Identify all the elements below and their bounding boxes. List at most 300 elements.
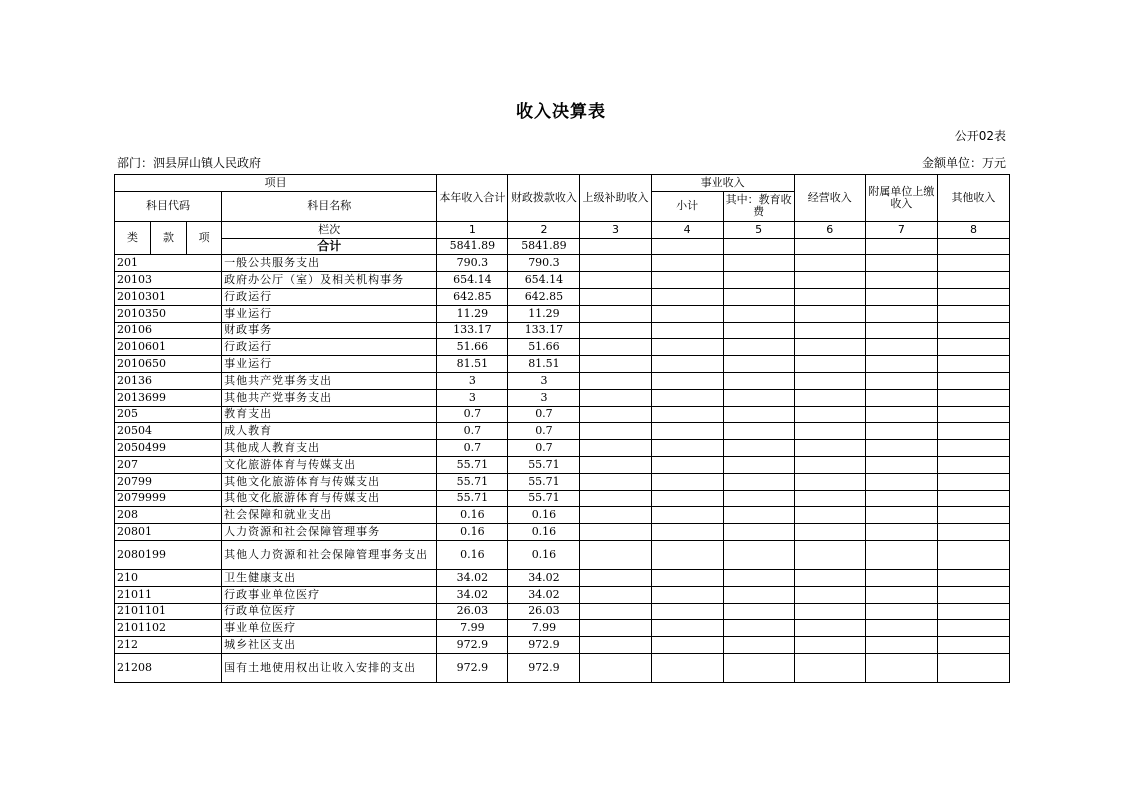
empty-cell <box>794 586 865 603</box>
header-other: 其他收入 <box>937 175 1009 222</box>
table-row <box>115 440 1010 457</box>
row-fiscal: 34.02 <box>508 569 580 586</box>
row-name: 一般公共服务支出 <box>222 255 437 272</box>
empty-cell <box>651 389 723 406</box>
empty-cell <box>937 255 1009 272</box>
empty-cell <box>794 389 865 406</box>
empty-cell <box>723 569 794 586</box>
header-affiliated: 附属单位上缴收入 <box>865 175 937 222</box>
row-name: 事业单位医疗 <box>222 620 437 637</box>
row-total: 34.02 <box>437 586 508 603</box>
empty-cell <box>580 406 651 423</box>
header-kuan: 款 <box>151 221 187 255</box>
empty-cell <box>794 272 865 289</box>
empty-cell <box>651 372 723 389</box>
table-row <box>115 569 1010 586</box>
col-num-1: 1 <box>437 221 508 238</box>
empty-cell <box>937 440 1009 457</box>
table-row <box>115 272 1010 289</box>
unit-label: 金额单位：万元 <box>921 156 1006 170</box>
empty-cell <box>937 490 1009 507</box>
row-name: 其他成人教育支出 <box>222 440 437 457</box>
header-superior: 上级补助收入 <box>580 175 651 222</box>
row-total: 26.03 <box>437 603 508 620</box>
empty-cell <box>723 406 794 423</box>
row-code: 205 <box>115 406 222 423</box>
row-fiscal: 26.03 <box>508 603 580 620</box>
empty-cell <box>580 356 651 373</box>
empty-cell <box>794 456 865 473</box>
empty-cell <box>937 653 1009 682</box>
table-row <box>115 255 1010 272</box>
empty-cell <box>937 524 1009 541</box>
empty-cell <box>865 423 937 440</box>
table-row <box>115 389 1010 406</box>
empty-cell <box>580 620 651 637</box>
total-label: 合计 <box>222 238 437 255</box>
empty-cell <box>865 490 937 507</box>
empty-cell <box>723 440 794 457</box>
row-total: 790.3 <box>437 255 508 272</box>
empty-cell <box>937 507 1009 524</box>
table-row <box>115 653 1010 682</box>
empty-cell <box>794 372 865 389</box>
col-num-8: 8 <box>937 221 1009 238</box>
header-row-1 <box>115 175 1010 192</box>
table-row <box>115 456 1010 473</box>
empty-cell <box>794 540 865 569</box>
empty-cell <box>580 440 651 457</box>
empty-cell <box>865 339 937 356</box>
empty-cell <box>794 490 865 507</box>
row-code: 2101102 <box>115 620 222 637</box>
empty-cell <box>937 456 1009 473</box>
empty-cell <box>723 339 794 356</box>
empty-cell <box>794 339 865 356</box>
table-row <box>115 620 1010 637</box>
row-fiscal: 81.51 <box>508 356 580 373</box>
row-total: 51.66 <box>437 339 508 356</box>
col-num-5: 5 <box>723 221 794 238</box>
empty-cell <box>865 653 937 682</box>
empty-cell <box>580 255 651 272</box>
row-name: 政府办公厅（室）及相关机构事务 <box>222 272 437 289</box>
empty-cell <box>580 507 651 524</box>
table-row <box>115 305 1010 322</box>
empty-cell <box>651 423 723 440</box>
empty-cell <box>865 540 937 569</box>
row-name: 其他共产党事务支出 <box>222 389 437 406</box>
row-total: 3 <box>437 389 508 406</box>
row-name: 卫生健康支出 <box>222 569 437 586</box>
header-lei: 类 <box>115 221 151 255</box>
empty-cell <box>794 603 865 620</box>
empty-cell <box>723 620 794 637</box>
empty-cell <box>651 507 723 524</box>
empty-cell <box>651 322 723 339</box>
row-code: 210 <box>115 569 222 586</box>
table-row <box>115 586 1010 603</box>
empty-cell <box>651 456 723 473</box>
row-code: 20136 <box>115 372 222 389</box>
empty-cell <box>651 540 723 569</box>
row-fiscal: 0.7 <box>508 406 580 423</box>
row-code: 2010650 <box>115 356 222 373</box>
empty-cell <box>651 406 723 423</box>
row-code: 208 <box>115 507 222 524</box>
total-fiscal: 5841.89 <box>508 238 580 255</box>
row-name: 其他共产党事务支出 <box>222 372 437 389</box>
empty-cell <box>794 507 865 524</box>
empty-cell <box>651 490 723 507</box>
empty-cell <box>865 372 937 389</box>
empty-cell <box>794 305 865 322</box>
empty-cell <box>651 569 723 586</box>
header-lanci: 栏次 <box>222 221 437 238</box>
empty-cell <box>723 456 794 473</box>
row-fiscal: 0.7 <box>508 440 580 457</box>
empty-cell <box>865 620 937 637</box>
empty-cell <box>723 473 794 490</box>
empty-cell <box>937 540 1009 569</box>
row-total: 7.99 <box>437 620 508 637</box>
row-name: 行政运行 <box>222 339 437 356</box>
empty-cell <box>937 389 1009 406</box>
row-fiscal: 55.71 <box>508 473 580 490</box>
empty-cell <box>580 490 651 507</box>
row-total: 11.29 <box>437 305 508 322</box>
row-code: 21011 <box>115 586 222 603</box>
row-total: 55.71 <box>437 490 508 507</box>
row-name: 行政运行 <box>222 288 437 305</box>
row-total: 654.14 <box>437 272 508 289</box>
row-total: 133.17 <box>437 322 508 339</box>
col-num-2: 2 <box>508 221 580 238</box>
empty-cell <box>937 637 1009 654</box>
row-fiscal: 3 <box>508 372 580 389</box>
table-row <box>115 322 1010 339</box>
col-num-3: 3 <box>580 221 651 238</box>
page-title: 收入决算表 <box>516 102 606 122</box>
row-total: 0.16 <box>437 540 508 569</box>
empty-cell <box>865 389 937 406</box>
empty-cell <box>937 356 1009 373</box>
empty-cell <box>937 603 1009 620</box>
row-code: 20801 <box>115 524 222 541</box>
table-row <box>115 372 1010 389</box>
empty-cell <box>865 524 937 541</box>
empty-cell <box>723 272 794 289</box>
empty-cell <box>580 305 651 322</box>
row-code: 2050499 <box>115 440 222 457</box>
table-row <box>115 473 1010 490</box>
row-total: 34.02 <box>437 569 508 586</box>
empty-cell <box>580 473 651 490</box>
row-fiscal: 0.16 <box>508 507 580 524</box>
empty-cell <box>865 255 937 272</box>
empty-cell <box>723 389 794 406</box>
row-fiscal: 133.17 <box>508 322 580 339</box>
row-total: 0.7 <box>437 406 508 423</box>
empty-cell <box>937 586 1009 603</box>
empty-cell <box>937 305 1009 322</box>
row-code: 20103 <box>115 272 222 289</box>
empty-cell <box>865 322 937 339</box>
empty-cell <box>651 272 723 289</box>
empty-cell <box>865 456 937 473</box>
empty-cell <box>651 255 723 272</box>
empty-cell <box>865 305 937 322</box>
row-total: 0.16 <box>437 524 508 541</box>
empty-cell <box>794 288 865 305</box>
row-fiscal: 7.99 <box>508 620 580 637</box>
row-total: 972.9 <box>437 637 508 654</box>
table-row <box>115 423 1010 440</box>
row-fiscal: 0.16 <box>508 540 580 569</box>
empty-cell <box>651 339 723 356</box>
empty-cell <box>865 406 937 423</box>
empty-cell <box>580 456 651 473</box>
empty-cell <box>794 569 865 586</box>
table-row <box>115 288 1010 305</box>
empty-cell <box>794 524 865 541</box>
empty-cell <box>723 586 794 603</box>
row-fiscal: 11.29 <box>508 305 580 322</box>
empty-cell <box>723 637 794 654</box>
empty-cell <box>937 322 1009 339</box>
row-total: 81.51 <box>437 356 508 373</box>
row-code: 20504 <box>115 423 222 440</box>
empty-cell <box>865 272 937 289</box>
col-num-4: 4 <box>651 221 723 238</box>
empty-cell <box>937 423 1009 440</box>
empty-cell <box>723 490 794 507</box>
header-business: 事业收入 <box>651 175 794 192</box>
empty-cell <box>651 586 723 603</box>
empty-cell <box>580 372 651 389</box>
row-code: 2013699 <box>115 389 222 406</box>
row-code: 20106 <box>115 322 222 339</box>
empty-cell <box>723 423 794 440</box>
empty-cell <box>723 524 794 541</box>
total-row <box>115 238 1010 255</box>
row-name: 其他人力资源和社会保障管理事务支出 <box>222 540 437 569</box>
empty-cell <box>580 524 651 541</box>
row-code: 21208 <box>115 653 222 682</box>
income-table <box>114 174 1010 683</box>
table-row <box>115 540 1010 569</box>
total-value: 5841.89 <box>437 238 508 255</box>
empty-cell <box>651 288 723 305</box>
row-code: 2010350 <box>115 305 222 322</box>
header-subject-name: 科目名称 <box>222 191 437 221</box>
row-name: 社会保障和就业支出 <box>222 507 437 524</box>
header-total: 本年收入合计 <box>437 175 508 222</box>
empty-cell <box>580 389 651 406</box>
empty-cell <box>723 653 794 682</box>
row-fiscal: 0.16 <box>508 524 580 541</box>
table-row <box>115 637 1010 654</box>
empty-cell <box>794 255 865 272</box>
row-name: 事业运行 <box>222 356 437 373</box>
row-fiscal: 654.14 <box>508 272 580 289</box>
empty-cell <box>937 339 1009 356</box>
empty-cell <box>651 356 723 373</box>
col-num-7: 7 <box>865 221 937 238</box>
table-row <box>115 490 1010 507</box>
row-code: 20799 <box>115 473 222 490</box>
header-row-3 <box>115 221 1010 238</box>
header-fiscal: 财政拨款收入 <box>508 175 580 222</box>
row-total: 0.7 <box>437 440 508 457</box>
empty-cell <box>865 603 937 620</box>
empty-cell <box>865 586 937 603</box>
row-total: 642.85 <box>437 288 508 305</box>
empty-cell <box>723 305 794 322</box>
empty-cell <box>580 272 651 289</box>
row-total: 55.71 <box>437 456 508 473</box>
empty-cell <box>651 440 723 457</box>
header-item: 项目 <box>115 175 437 192</box>
row-fiscal: 0.7 <box>508 423 580 440</box>
empty-cell <box>651 653 723 682</box>
empty-cell <box>580 423 651 440</box>
empty-cell <box>580 603 651 620</box>
row-name: 城乡社区支出 <box>222 637 437 654</box>
row-fiscal: 55.71 <box>508 456 580 473</box>
row-fiscal: 34.02 <box>508 586 580 603</box>
empty-cell <box>794 406 865 423</box>
empty-cell <box>723 322 794 339</box>
row-name: 其他文化旅游体育与传媒支出 <box>222 490 437 507</box>
row-name: 文化旅游体育与传媒支出 <box>222 456 437 473</box>
row-name: 其他文化旅游体育与传媒支出 <box>222 473 437 490</box>
header-subject-code: 科目代码 <box>115 191 222 221</box>
empty-cell <box>580 288 651 305</box>
empty-cell <box>794 440 865 457</box>
empty-cell <box>580 322 651 339</box>
row-fiscal: 642.85 <box>508 288 580 305</box>
table-row <box>115 603 1010 620</box>
empty-cell <box>651 305 723 322</box>
row-name: 国有土地使用权出让收入安排的支出 <box>222 653 437 682</box>
empty-cell <box>723 507 794 524</box>
row-fiscal: 972.9 <box>508 653 580 682</box>
empty-cell <box>723 540 794 569</box>
empty-cell <box>865 440 937 457</box>
empty-cell <box>651 473 723 490</box>
row-code: 2101101 <box>115 603 222 620</box>
row-name: 人力资源和社会保障管理事务 <box>222 524 437 541</box>
empty-cell <box>794 423 865 440</box>
empty-cell <box>651 637 723 654</box>
empty-cell <box>651 603 723 620</box>
row-code: 2080199 <box>115 540 222 569</box>
empty-cell <box>580 339 651 356</box>
header-business-edu: 其中：教育收费 <box>723 191 794 221</box>
table-row <box>115 406 1010 423</box>
empty-cell <box>865 569 937 586</box>
col-num-6: 6 <box>794 221 865 238</box>
row-fiscal: 51.66 <box>508 339 580 356</box>
row-total: 0.7 <box>437 423 508 440</box>
department-label: 部门：泗县屏山镇人民政府 <box>117 156 262 170</box>
empty-cell <box>937 406 1009 423</box>
empty-cell <box>580 653 651 682</box>
row-code: 2010601 <box>115 339 222 356</box>
row-code: 207 <box>115 456 222 473</box>
empty-cell <box>794 322 865 339</box>
empty-cell <box>580 586 651 603</box>
empty-cell <box>865 473 937 490</box>
row-total: 55.71 <box>437 473 508 490</box>
empty-cell <box>937 473 1009 490</box>
empty-cell <box>937 569 1009 586</box>
empty-cell <box>865 288 937 305</box>
row-total: 3 <box>437 372 508 389</box>
form-code: 公开02表 <box>954 129 1006 143</box>
empty-cell <box>794 637 865 654</box>
empty-cell <box>794 620 865 637</box>
row-code: 2079999 <box>115 490 222 507</box>
empty-cell <box>651 524 723 541</box>
header-operating: 经营收入 <box>794 175 865 222</box>
empty-cell <box>580 569 651 586</box>
empty-cell <box>937 372 1009 389</box>
row-name: 教育支出 <box>222 406 437 423</box>
table-row <box>115 356 1010 373</box>
empty-cell <box>794 653 865 682</box>
row-fiscal: 3 <box>508 389 580 406</box>
table-row <box>115 507 1010 524</box>
empty-cell <box>865 356 937 373</box>
empty-cell <box>937 272 1009 289</box>
empty-cell <box>723 603 794 620</box>
header-business-sub: 小计 <box>651 191 723 221</box>
row-name: 行政事业单位医疗 <box>222 586 437 603</box>
empty-cell <box>580 540 651 569</box>
empty-cell <box>723 372 794 389</box>
empty-cell <box>723 356 794 373</box>
row-name: 财政事务 <box>222 322 437 339</box>
row-fiscal: 972.9 <box>508 637 580 654</box>
row-name: 成人教育 <box>222 423 437 440</box>
row-code: 2010301 <box>115 288 222 305</box>
header-xiang: 项 <box>187 221 222 255</box>
data-rows <box>115 255 1010 683</box>
empty-cell <box>580 637 651 654</box>
empty-cell <box>651 620 723 637</box>
row-name: 行政单位医疗 <box>222 603 437 620</box>
row-total: 972.9 <box>437 653 508 682</box>
empty-cell <box>937 288 1009 305</box>
row-name: 事业运行 <box>222 305 437 322</box>
empty-cell <box>865 637 937 654</box>
row-code: 212 <box>115 637 222 654</box>
empty-cell <box>937 620 1009 637</box>
empty-cell <box>723 255 794 272</box>
empty-cell <box>723 288 794 305</box>
empty-cell <box>865 507 937 524</box>
row-fiscal: 790.3 <box>508 255 580 272</box>
row-fiscal: 55.71 <box>508 490 580 507</box>
empty-cell <box>794 473 865 490</box>
table-row <box>115 339 1010 356</box>
table-row <box>115 524 1010 541</box>
row-code: 201 <box>115 255 222 272</box>
row-total: 0.16 <box>437 507 508 524</box>
empty-cell <box>794 356 865 373</box>
